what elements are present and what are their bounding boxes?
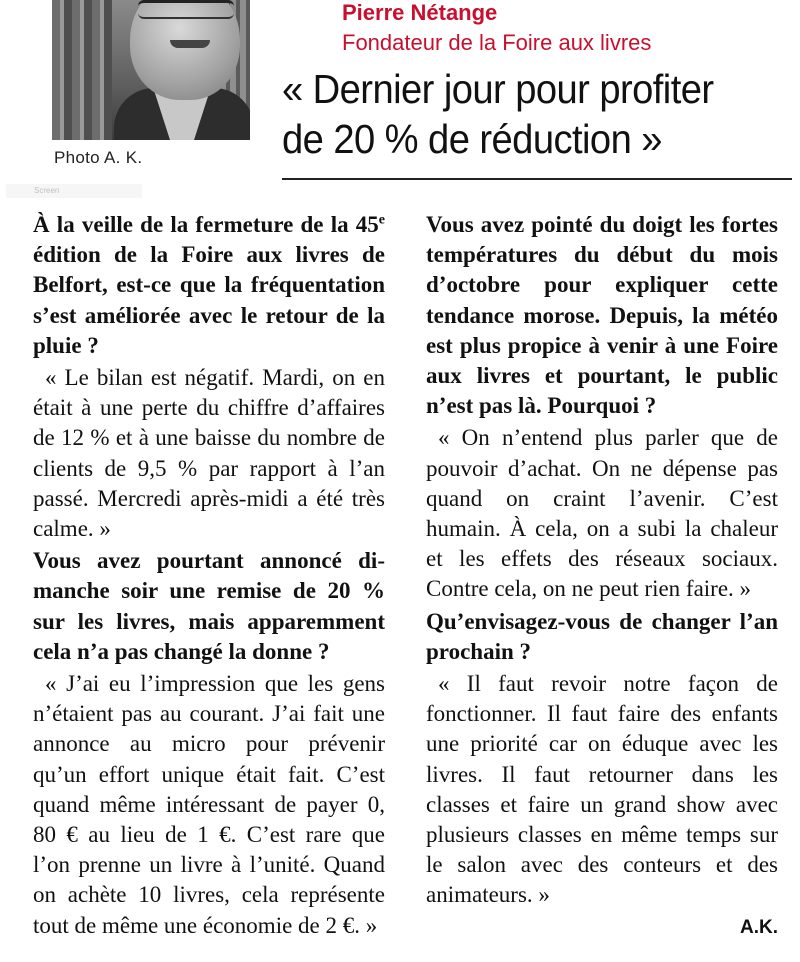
answer-4: « Il faut revoir notre façon de fonctionner. Il faut faire des enfants une priorité car on éduque avec les livres. Il faut retourner dans les classes et faire un grand show avec plusieurs classes en même temps sur le salon avec des conteurs et des animateurs. » (426, 671, 778, 908)
answer-3: « On n’entend plus parler que de pouvoir d’achat. On ne dépense pas quand on craint l’avenir. C’est humain. À cela, on a subi la chaleur et les effets des réseaux sociaux. Contre cela, on ne peut rien faire. » (426, 425, 778, 602)
question-4: Qu’envisagez-vous de changer l’an prochain ? (426, 608, 778, 664)
question-1: À la veille de la fermeture de la 45e édition de la Foire aux livres de Belfort, est-ce que la fréquentation s’est améliorée avec le retour de la pluie ? (33, 212, 385, 358)
article-column-right (426, 210, 778, 943)
interviewee-name: Pierre Nétange (342, 0, 498, 25)
question-2: Vous avez pourtant annoncé dimanche soir une remise de 20 % sur les livres, mais apparemment cela n’a pas changé la donne ? (33, 548, 385, 664)
header-divider (282, 178, 792, 180)
photo-credit: Photo A. K. (54, 148, 143, 167)
article-column-left (33, 210, 385, 943)
answer-2: « J’ai eu l’impression que les gens n’étaient pas au courant. J’ai fait une annonce au micro pour prévenir qu’un effort unique était fait. C’est quand même intéressant de payer 0, 80 € au lieu de 1 €. C’est rare que l’on prenne un livre à l’unité. Quand on achète 10 livres, cela représente tout de même une économie de 2 €. » (33, 671, 385, 938)
screen-tag: Screen (6, 184, 142, 198)
author-signature: A.K. (740, 916, 778, 938)
portrait-photo (52, 0, 250, 140)
interviewee-role: Fondateur de la Foire aux livres (342, 30, 652, 55)
headline-quote: « Dernier jour pour profiter de 20 % de réduction » (282, 66, 714, 162)
question-3: Vous avez pointé du doigt les fortes températures du début du mois d’octobre pour expliquer cette tendance morose. Depuis, la météo est plus propice à venir à une Foire aux livres et pourtant, le public n’est pas là. Pourquoi ? (426, 212, 778, 419)
answer-1: « Le bilan est négatif. Mardi, on en était à une perte du chiffre d’affaires de 12 % et à une baisse du nombre de clients de 9,5 % par rapport à l’an passé. Mercredi après-midi a été très calme. » (33, 365, 385, 542)
